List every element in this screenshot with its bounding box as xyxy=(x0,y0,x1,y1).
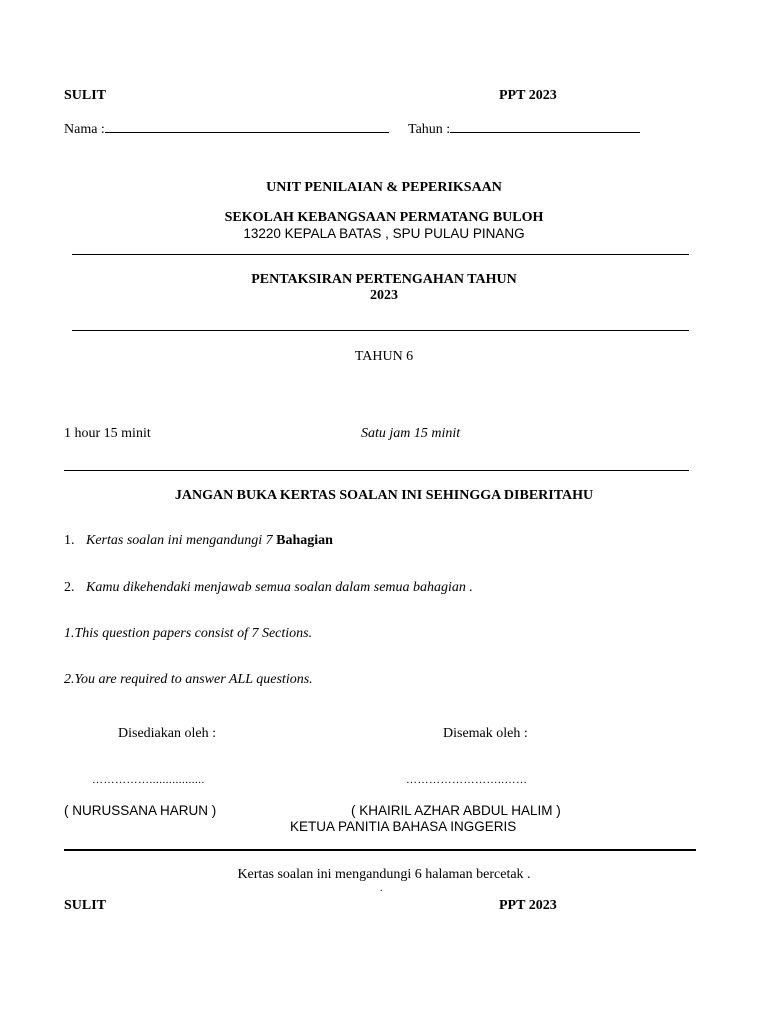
footer-sulit: SULIT xyxy=(64,898,107,913)
school-address: 13220 KEPALA BATAS , SPU PULAU PINANG xyxy=(243,226,525,241)
school-name: SEKOLAH KEBANGSAAN PERMATANG BULOH xyxy=(224,210,544,225)
duration-malay: Satu jam 15 minit xyxy=(361,426,461,441)
prepared-by-label: Disediakan oleh : xyxy=(118,726,216,741)
item-bold-text: Bahagian xyxy=(276,533,333,548)
grade-label: TAHUN 6 xyxy=(354,349,414,364)
divider xyxy=(64,470,689,471)
checked-by-label: Disemak oleh : xyxy=(443,726,528,741)
instruction-item-1 xyxy=(64,534,333,548)
year-label: Tahun : xyxy=(408,122,451,137)
exam-title: PENTAKSIRAN PERTENGAHAN TAHUN xyxy=(251,272,517,287)
exam-year: 2023 xyxy=(370,288,398,303)
item-number: 2. xyxy=(64,580,75,595)
item-number: 1. xyxy=(64,533,75,548)
name-label: Nama : xyxy=(64,122,105,137)
item-text: Kamu dikehendaki menjawab semua soalan dalam semua bahagian . xyxy=(86,580,473,595)
instruction-item-2 xyxy=(64,581,473,595)
footer-dot: . xyxy=(380,883,383,894)
instruction-english-2: 2.You are required to answer ALL questions. xyxy=(64,672,313,687)
divider xyxy=(64,849,696,851)
checker-name: ( KHAIRIL AZHAR ABDUL HALIM ) xyxy=(351,803,561,818)
unit-heading: UNIT PENILAIAN & PEPERIKSAAN xyxy=(266,180,502,195)
year-blank[interactable] xyxy=(450,119,640,133)
divider xyxy=(72,254,689,255)
name-blank[interactable] xyxy=(105,119,389,133)
footer-ppt: PPT 2023 xyxy=(499,898,557,913)
header-sulit: SULIT xyxy=(64,88,107,103)
warning-heading: JANGAN BUKA KERTAS SOALAN INI SEHINGGA DIBERITAHU xyxy=(174,488,594,503)
pages-note: Kertas soalan ini mengandungi 6 halaman bercetak . xyxy=(237,867,531,882)
duration-english: 1 hour 15 minit xyxy=(64,426,151,441)
header-ppt: PPT 2023 xyxy=(499,88,557,103)
checker-title: KETUA PANITIA BAHASA INGGERIS xyxy=(290,819,517,834)
checked-signature-line: ……………………..…… xyxy=(406,774,528,786)
name-field-row xyxy=(64,119,389,137)
instruction-english-1: 1.This question papers consist of 7 Sections. xyxy=(64,626,313,641)
item-text: Kertas soalan ini mengandungi 7 xyxy=(86,533,273,548)
preparer-name: ( NURUSSANA HARUN ) xyxy=(64,803,217,818)
divider xyxy=(72,330,689,331)
year-field-row xyxy=(408,119,640,137)
prepared-signature-line: ……………................. xyxy=(92,774,205,786)
